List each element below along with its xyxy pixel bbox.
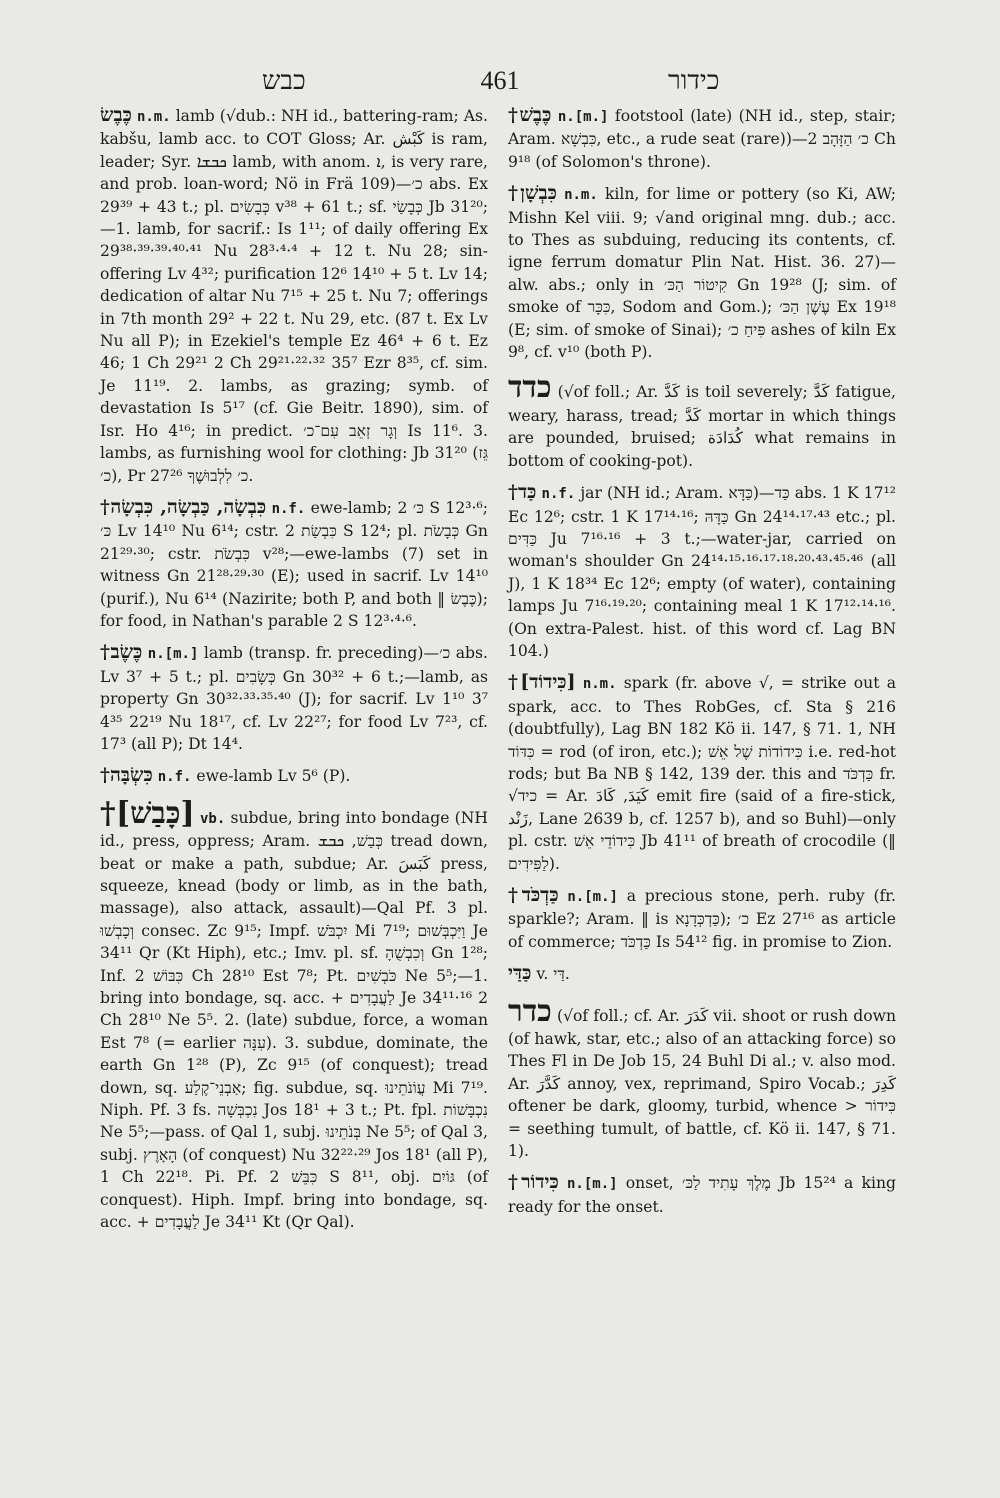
entry — [508, 962, 896, 986]
entry — [508, 372, 896, 472]
running-head-right: כידור — [668, 66, 720, 96]
entry — [508, 104, 896, 173]
part-of-speech: n.[m.] — [567, 889, 618, 905]
entry-body: lamb (transp. fr. preceding)—כ׳ abs. Lv 3⁷ + 5 t.; pl. כְּשָׂבִים Gn 30³² + 6 t.;—lamb, as property Gn 30³²·³³·³⁵·⁴⁰ (J); for sacrif. Lv 1¹⁰ 3⁷ 4³⁵ 22¹⁹ Nu 18¹⁷, cf. Lv 22²⁷; for food Lv 7²³, cf. 17³ (all P); Dt 14⁴. — [100, 644, 489, 753]
entry-body: subdue, bring into bondage (NH id., press, oppress; Aram. כְּבַשׁ, ܟܒܫ tread down, beat or make a path, subdue; Ar. كَبَسَ press, squeeze, knead (body or limb, as in the bath, massage), also attack, assault)—Qal Pf. 3 pl. וְכָבְשׁוּ consec. Zc 9¹⁵; Impf. יִכְבֹּשׁ Mi 7¹⁹; וַיִּכְבְּשׁוּם Je 34¹¹ Qr (Kt Hiph), etc.; Imv. pl. sf. וְכִבְשֻׁהָ Gn 1²⁸; Inf. כִּבּוֹשׁ 2 Ch 28¹⁰ Est 7⁸; Pt. כֹּבְשִׁים Ne 5⁵;—1. bring into bondage, sq. acc. + לַעֲבָדִים Je 34¹¹·¹⁶ 2 Ch 28¹⁰ Ne 5⁵. 2. (late) subdue, force, a woman Est 7⁸ (= earlier עִנָּה). 3. subdue, dominate, the earth Gn 1²⁸ (P), Zc 9¹⁵ (of conquest); tread down, sq. אַבְנֵי־קֶלַע; fig. subdue, sq. עֲוֹנֹתֵינוּ Mi 7¹⁹. Niph. Pf. 3 fs. נִכְבְּשָׁה Jos 18¹ + 3 t.; Pt. fpl. נִכְבָּשׁוֹת Ne 5⁵;—pass. of Qal 1, subj. בְּנֹתֵינוּ Ne 5⁵; of Qal 3, subj. הָאָרֶץ (of conquest) Nu 32²²·²⁹ Jos 18¹ (all P), 1 Ch 22¹⁸. Pi. Pf. כִּבֵּשׁ 2 S 8¹¹, obj. גּוֹיִם (of conquest). Hiph. Impf. bring into bondage, sq. acc. + לַעֲבָדִים Je 34¹¹ Kt (Qr Qal). — [100, 808, 489, 1232]
headword: †כִּידוֹר — [508, 1171, 559, 1194]
page-number: 461 — [480, 66, 520, 95]
entry — [508, 1171, 896, 1218]
entry-body: (√of foll.; cf. Ar. كَدَرَ vii. shoot or rush down (of hawk, star, etc.; also of an attacking force) so Thes Fl in De Job 15, 24 Buhl Di al.; v. also mod. Ar. كَدَّرَ annoy, vex, reprimand, Spiro Vocab.; كَدِرَ oftener be dark, gloomy, turbid, whence > כִּידוֹר = seething tumult, of battle, cf. Kö ii. 147, § 71. 1). — [508, 1006, 897, 1161]
headword: †[כִּידוֹד] — [508, 671, 576, 694]
root-headword: כדר — [508, 993, 552, 1029]
entry — [100, 764, 488, 788]
headword: †כִּבְשָׁן — [508, 182, 557, 205]
headword: †[כָּבַשׁ] — [100, 795, 195, 831]
entry — [508, 671, 896, 875]
entry — [100, 795, 489, 1234]
part-of-speech: n.f. — [541, 486, 576, 503]
entry-body: ewe-lamb Lv 5⁶ (P). — [196, 767, 351, 786]
entry-body: ewe-lamb; כּ׳ 2 S 12³·⁶; כּ׳ Lv 14¹⁰ Nu 6¹⁴; cstr. כִּבְשַׂת 2 S 12⁴; pl. כְּבָשֹׂת Gn 21²⁹·³⁰; cstr. כִּבְשֹׂת v²⁸;—ewe-lambs (7) set in witness Gn 21²⁸·²⁹·³⁰ (E); used in sacrif. Lv 14¹⁰ (purif.), Nu 6¹⁴ (Nazirite; both P, and both ‖ כֶּבֶשׂ); for food, in Nathan's parable 2 S 12³·⁴·⁶. — [100, 498, 489, 630]
part-of-speech: n.m. — [564, 187, 598, 204]
headword: †כֶּשֶׂב — [100, 641, 143, 664]
entry-body: jar (NH id.; Aram. כַּדָּא)—כַּד abs. 1 K 17¹² Ec 12⁶; cstr. 1 K 17¹⁴·¹⁶; כַּדָּהּ Gn 24¹⁴·¹⁷·⁴³ etc.; pl. כַּדִּים Ju 7¹⁶·¹⁶ + 3 t.;—water-jar, carried on woman's shoulder Gn 24¹⁴·¹⁵·¹⁶·¹⁷·¹⁸·²⁰·⁴³·⁴⁵·⁴⁶ (all J), 1 K 18³⁴ Ec 12⁶; empty (of water), containing lamps Ju 7¹⁶·¹⁹·²⁰; containing meal 1 K 17¹²·¹⁴·¹⁶. (On extra-Palest. hist. of this word cf. Lag BN 104.) — [508, 484, 897, 660]
headword: †כַּד — [508, 481, 537, 504]
entry-body: spark (fr. above √, = strike out a spark, acc. to Thes RobGes, cf. Sta § 216 (doubtfully), Lag BN 182 Kö ii. 147, § 71. 1, NH כִּדּוֹד = rod (of iron, etc.); כִּידוֹדוֹת שֶׁל אֵשׁ i.e. red-hot rods; but Ba NB § 142, 139 der. this and כַּדְכֹּד fr. √כיד = Ar. كَيَدَ, كَادَ emit fire (said of a fire-stick, زَنْد, Lane 2639 b, cf. 1257 b), and so Buhl)—only pl. cstr. כִּידוֹדֵי אֵשׁ Jb 41¹¹ of breath of crocodile (‖ לַפִּידִים). — [508, 674, 896, 873]
entry — [100, 496, 488, 632]
entry — [100, 104, 488, 487]
headword: †כִּשְׂבָּה — [100, 764, 153, 787]
entry — [508, 993, 897, 1163]
part-of-speech: n.m. — [136, 109, 171, 125]
headword: †כַּדְכֹּד — [508, 884, 559, 906]
headword: כֶּבֶשׂ — [100, 104, 132, 126]
part-of-speech: n.f. — [271, 500, 306, 517]
entry — [100, 641, 488, 755]
entry — [508, 884, 896, 953]
entry-body: a precious stone, perh. ruby (fr. sparkle?; Aram. ‖ is כַּדְכְּדָנָא); כ׳ Ez 27¹⁶ as article of commerce; כַּדְכֹּד Is 54¹² fig. in promise to Zion. — [508, 887, 897, 951]
entry-body: (√of foll.; Ar. كَدَّ is toil severely; كَدَّ fatigue, weary, harass, tread; كَدَّ mortar in which things are pounded, bruised; كُدَادَة what remains in bottom of cooking-pot). — [508, 383, 897, 470]
part-of-speech: vb. — [199, 810, 226, 827]
entry — [508, 182, 896, 363]
entry — [508, 481, 896, 662]
part-of-speech: n.[m.] — [147, 646, 199, 663]
entry-body: footstool (late) (NH id., step, stair; Aram. כִּבְשָׁא, etc., a rude seat (rare))—כ׳ הַזָּהָב 2 Ch 9¹⁸ (of Solomon's throne). — [508, 107, 896, 171]
headword: †כִּבְשָׂה, כַּבְשָׂה, כִּבְשָׂה — [100, 495, 267, 518]
part-of-speech: n.f. — [157, 769, 192, 786]
entry-body: onset, מֶלֶךְ עָתִיד לַכּ׳ Jb 15²⁴ a king ready for the onset. — [508, 1174, 896, 1216]
headword: כַּדַּי — [508, 962, 532, 985]
part-of-speech: n.[m.] — [557, 109, 609, 125]
entry-body: kiln, for lime or pottery (so Ki, AW; Mishn Kel viii. 9; √and original mng. dub.; acc. to Thes as subduing, reducing its contents, cf. igne ferrum domatur Plin Nat. Hist. 36. 27)—alw. abs.; only in קִיטוֹר הַכּ׳ Gn 19²⁸ (J; sim. of smoke of כִּכָּר, Sodom and Gom.); עֶשֶׁן הַכּ׳ Ex 19¹⁸ (E; sim. of smoke of Sinai); פִּיחַ כ׳ ashes of kiln Ex 9⁸, cf. v¹⁰ (both P). — [508, 185, 896, 362]
entry-body: v. דַּי. — [536, 965, 570, 984]
part-of-speech: n.[m.] — [567, 1176, 618, 1193]
headword: †כֶּבֶשׁ — [508, 104, 552, 126]
left-column — [100, 104, 488, 1243]
root-headword: כדד — [508, 370, 552, 406]
part-of-speech: n.m. — [582, 676, 617, 693]
running-head-left: כבש — [262, 66, 306, 96]
entry-body: lamb (√dub.: NH id., battering-ram; As. kabšu, lamb acc. to COT Gloss; Ar. كَبْش is ram, leader; Syr. ܟܒܫܐ lamb, with anom. ܐ, is very rare, and prob. loan-word; Nö in Frä 109)—כ׳ abs. Ex 29³⁹ + 43 t.; pl. כְּבָשִׂים v³⁸ + 61 t.; sf. כְּבָשַׂי Jb 31²⁰;—1. lamb, for sacrif.: Is 1¹¹; of daily offering Ex 29³⁸·³⁹·³⁹·⁴⁰·⁴¹ Nu 28³·⁴·⁴ + 12 t. Nu 28; sin-offering Lv 4³²; purification 12⁶ 14¹⁰ + 5 t. Lv 14; dedication of altar Nu 7¹⁵ + 25 t. Nu 7; offerings in 7th month 29² + 22 t. Nu 29, etc. (87 t. Ex Lv Nu all P); in Ezekiel's temple Ez 46⁴ + 6 t. Ez 46; 1 Ch 29²¹ 2 Ch 29²¹·²²·³² 35⁷ Ezr 8³⁵, cf. sim. Je 11¹⁹. 2. lambs, as grazing; symb. of devastation Is 5¹⁷ (cf. Gie Beitr. 1890), sim. of Isr. Ho 4¹⁶; in predict. וְגָר זְאֵב עִם־כ׳ Is 11⁶. 3. lambs, as furnishing wool for clothing: Jb 31²⁰ (גֵּז כ׳), Pr 27²⁶ כ׳ לִלְבוּשֶׁךָ. — [100, 107, 488, 485]
right-column — [508, 104, 896, 1227]
